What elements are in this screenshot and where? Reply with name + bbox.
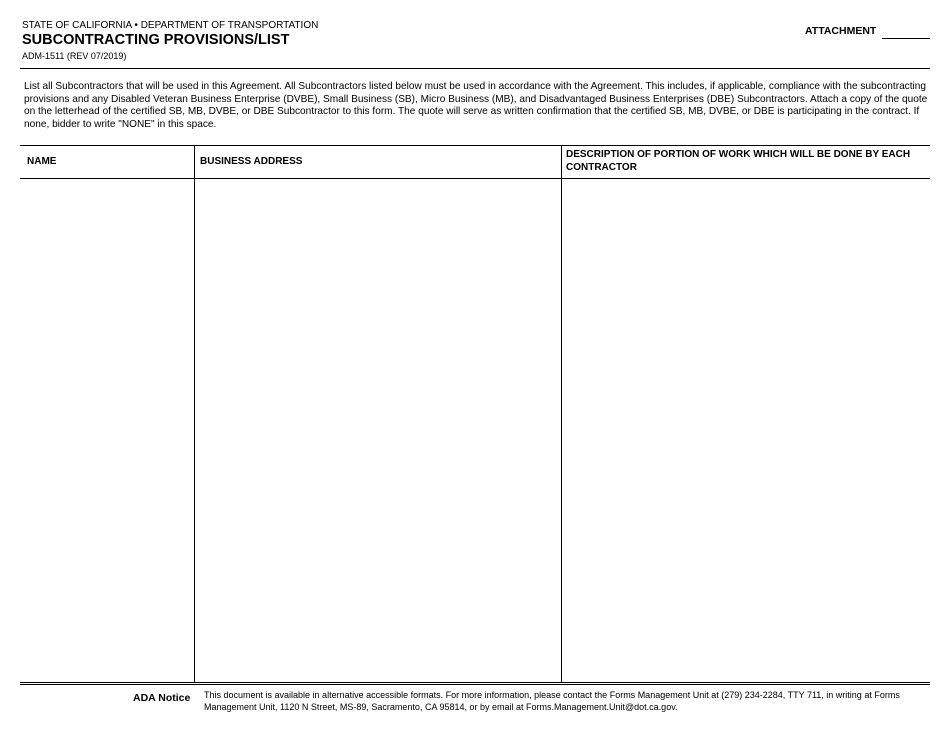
form-number: ADM-1511 (REV 07/2019) <box>22 51 127 61</box>
work-description-entry-area[interactable] <box>562 179 930 682</box>
instructions: List all Subcontractors that will be used in this Agreement. All Subcontractors listed below must be used in accordance with the Agreement. This includes, if applicable, compliance with the subcontracting provisions and any Disabled Veteran Business Enterprise (DVBE), Small Business (SB), Micro Business (MB), and Disadvantaged Business Enterprises (DBE) Subcontractors. Attach a copy of the quote on the letterhead of the certified SB, MB, DVBE, or DBE Subcontractor to this form. The quote will serve as written confirmation that the certified SB, MB, DVBE, or DBE is participating in the contract. If none, bidder to write "NONE" in this space. <box>24 81 928 130</box>
form-title: SUBCONTRACTING PROVISIONS/LIST <box>22 32 290 48</box>
attachment-label: ATTACHMENT <box>805 25 877 37</box>
subcontractor-table <box>20 145 930 683</box>
footer-divider <box>20 684 930 685</box>
ada-notice-text: This document is available in alternative accessible formats. For more information, please contact the Forms Management Unit at (279) 234-2284, TTY 711, in writing at Forms Management Unit, 1120 N Street, MS-89, Sacramento, CA 95814, or by email at Forms.Management.Unit@dot.ca.gov. <box>204 690 900 712</box>
column-header-business-address: BUSINESS ADDRESS <box>200 156 303 167</box>
attachment-field[interactable] <box>882 38 930 39</box>
business-address-entry-area[interactable] <box>195 179 561 682</box>
column-header-work-description: DESCRIPTION OF PORTION OF WORK WHICH WILL BE DONE BY EACH CONTRACTOR <box>566 149 911 173</box>
column-header-name: NAME <box>27 156 57 167</box>
header-divider <box>20 68 930 69</box>
name-entry-area[interactable] <box>20 179 194 682</box>
agency-line: STATE OF CALIFORNIA • DEPARTMENT OF TRANSPORTATION <box>22 20 319 31</box>
ada-notice-label: ADA Notice <box>133 692 191 704</box>
